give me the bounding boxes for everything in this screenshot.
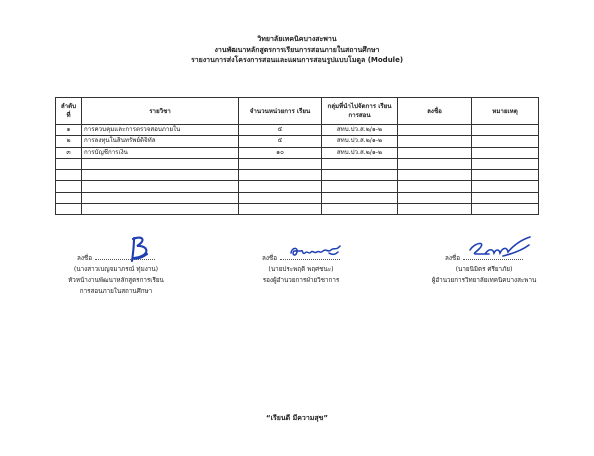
col-header-note: หมายเหตุ xyxy=(472,98,539,125)
row-group: สทบ.ปว.ส.๒/๑-๒ xyxy=(322,147,398,158)
col-header-subject: รายวิชา xyxy=(82,98,239,125)
module-table xyxy=(55,97,539,215)
signature-block-1 xyxy=(52,253,180,297)
row-signature xyxy=(398,170,472,181)
signer-position: ผู้อำนวยการวิทยาลัยเทคนิคบางสะพาน xyxy=(431,277,537,284)
table-row xyxy=(56,204,539,215)
signature-block-2 xyxy=(242,253,360,286)
handwritten-signature-3 xyxy=(467,234,533,262)
row-units: ๑๐ xyxy=(239,147,322,158)
row-subject xyxy=(82,204,239,215)
row-group: สทบ.ปว.ส.๒/๑-๒ xyxy=(322,125,398,136)
table-row xyxy=(56,181,539,192)
signer-name: (นายประพฤติ พฤศชนะ) xyxy=(268,266,334,273)
row-subject xyxy=(82,192,239,203)
signer-position: หัวหน้างานพัฒนาหลักสูตรการเรียน xyxy=(68,277,164,284)
signer-name: (นางสาวเบญจมาภรณ์ ทุ่มงาน) xyxy=(73,266,159,273)
table-row xyxy=(56,136,539,147)
row-no xyxy=(56,158,82,169)
row-note xyxy=(472,181,539,192)
row-units xyxy=(239,158,322,169)
row-group xyxy=(322,204,398,215)
row-units xyxy=(239,170,322,181)
college-motto: “เรียนดี มีความสุข” xyxy=(265,414,329,422)
table-row xyxy=(56,158,539,169)
row-no: ๑ xyxy=(56,125,82,136)
row-units xyxy=(239,192,322,203)
signer-position: รองผู้อำนวยการฝ่ายวิชาการ xyxy=(262,277,340,284)
row-group xyxy=(322,181,398,192)
row-signature xyxy=(398,192,472,203)
row-no xyxy=(56,181,82,192)
row-note xyxy=(472,158,539,169)
sign-label: ลงชื่อ xyxy=(445,255,460,262)
signature-block-3 xyxy=(412,253,556,286)
row-note xyxy=(472,125,539,136)
table-row xyxy=(56,147,539,158)
table-row xyxy=(56,125,539,136)
row-no xyxy=(56,204,82,215)
row-signature xyxy=(398,181,472,192)
row-signature xyxy=(398,125,472,136)
row-units xyxy=(239,181,322,192)
row-signature xyxy=(398,147,472,158)
signer-name: (นายนิมิตร ศรียาภัย) xyxy=(455,266,513,273)
row-note xyxy=(472,204,539,215)
sign-label: ลงชื่อ xyxy=(262,255,277,262)
row-units xyxy=(239,204,322,215)
table-header-row xyxy=(56,98,539,125)
row-group xyxy=(322,170,398,181)
row-note xyxy=(472,147,539,158)
col-header-group: กลุ่มที่นำไปจัดการ เรียนการสอน xyxy=(322,98,398,125)
signer-position-line2: การสอนภายในสถานศึกษา xyxy=(79,288,153,295)
row-signature xyxy=(398,204,472,215)
row-no: ๓ xyxy=(56,147,82,158)
row-subject: การลงทุนในสินทรัพย์ดิจิทัล xyxy=(82,136,239,147)
row-note xyxy=(472,136,539,147)
row-signature xyxy=(398,158,472,169)
row-note xyxy=(472,170,539,181)
row-subject xyxy=(82,158,239,169)
row-subject: การควบคุมและการตรวจสอบภายใน xyxy=(82,125,239,136)
col-header-units: จำนวนหน่วยการ เรียน xyxy=(239,98,322,125)
department-name: งานพัฒนาหลักสูตรการเรียนการสอนภายในสถานศึกษา xyxy=(214,45,380,54)
row-units: ๕ xyxy=(239,125,322,136)
row-note xyxy=(472,192,539,203)
table-row xyxy=(56,192,539,203)
college-name: วิทยาลัยเทคนิคบางสะพาน xyxy=(257,35,337,43)
col-header-signature: ลงชื่อ xyxy=(398,98,472,125)
sign-label: ลงชื่อ xyxy=(77,255,92,262)
row-signature xyxy=(398,136,472,147)
row-group xyxy=(322,158,398,169)
row-no xyxy=(56,192,82,203)
row-group xyxy=(322,192,398,203)
row-no: ๒ xyxy=(56,136,82,147)
row-subject xyxy=(82,181,239,192)
row-subject: การบัญชีการเงิน xyxy=(82,147,239,158)
row-group: สทบ.ปว.ส.๒/๑-๒ xyxy=(322,136,398,147)
table-row xyxy=(56,170,539,181)
report-title: รายงานการส่งโครงการสอนและแผนการสอนรูปแบบโมดูล (Module) xyxy=(190,56,404,64)
row-no xyxy=(56,170,82,181)
row-subject xyxy=(82,170,239,181)
document-header xyxy=(0,34,594,66)
handwritten-signature-1 xyxy=(125,234,155,264)
handwritten-signature-2 xyxy=(288,239,344,261)
col-header-no: ลำดับ ที่ xyxy=(56,98,82,125)
row-units: ๕ xyxy=(239,136,322,147)
